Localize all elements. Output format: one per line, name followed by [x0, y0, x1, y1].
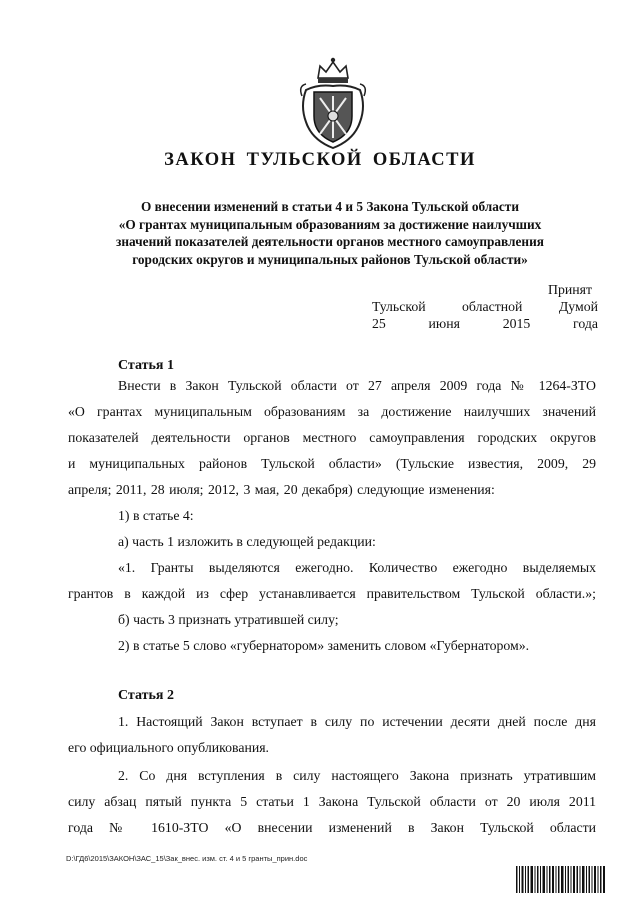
adoption-word: июня — [428, 316, 460, 331]
article-2-line: года № 1610-ЗТО «О внесении изменений в Закон Тульской области — [68, 820, 596, 835]
adoption-word: Думой — [558, 299, 598, 314]
article-2-line: 2. Со дня вступления в силу настоящего Закона признать утратившим — [118, 768, 596, 783]
barcode-icon — [516, 866, 606, 893]
adoption-word: 2015 — [502, 316, 531, 331]
article-2-heading: Статья 2 — [118, 688, 174, 703]
subtitle-line: городских округов и муниципальных районов Тульской области» — [132, 251, 528, 267]
adoption-line-2 — [372, 299, 598, 315]
article-2-line: его официального опубликования. — [68, 740, 270, 755]
article-1-line: и муниципальных районов Тульской области» (Тульские известия, 2009, 29 — [68, 456, 596, 471]
article-2-line: силу абзац пятый пункта 5 статьи 1 Закона Тульской области от 20 июля 2011 — [68, 794, 596, 809]
article-1-line: а) часть 1 изложить в следующей редакции: — [118, 534, 376, 549]
adoption-line-3 — [372, 316, 598, 332]
adoption-line-1: Принят — [548, 282, 593, 297]
article-1-line: 1) в статье 4: — [118, 508, 194, 523]
subtitle-line: О внесении изменений в статьи 4 и 5 Закона Тульской области — [140, 199, 520, 214]
law-subtitle — [60, 198, 600, 268]
article-1-line: показателей деятельности органов местного самоуправления городских округов — [68, 430, 596, 445]
article-1-line: «О грантах муниципальным образованиям за достижение наилучших значений — [68, 404, 596, 419]
article-1-line: апреля; 2011, 28 июля; 2012, 3 мая, 20 декабря) следующие изменения: — [68, 482, 495, 497]
file-path-footer: D:\ГД6\2015\ЗАКОН\ЗАС_15\Зак_внес. изм. ст. 4 и 5 гранты_прин.doc — [66, 854, 308, 863]
article-1-line: грантов в каждой из сфер устанавливается правительством Тульской области.»; — [68, 586, 596, 601]
subtitle-line: «О грантах муниципальным образованиям за достижение наилучших — [118, 216, 542, 232]
adoption-word: областной — [462, 299, 523, 314]
article-2-line: 1. Настоящий Закон вступает в силу по истечении десяти дней после дня — [118, 714, 596, 729]
adoption-word: года — [573, 316, 598, 331]
article-1-line: Внести в Закон Тульской области от 27 апреля 2009 года № 1264-ЗТО — [118, 378, 596, 393]
article-1-line: б) часть 3 признать утратившей силу; — [118, 612, 339, 627]
article-1-heading: Статья 1 — [118, 358, 174, 373]
adoption-word: Тульской — [372, 299, 426, 314]
tula-coat-of-arms-icon — [298, 56, 368, 152]
article-1-line: 2) в статье 5 слово «губернатором» заменить словом «Губернатором». — [118, 638, 530, 653]
article-1-line: «1. Гранты выделяются ежегодно. Количество ежегодно выделяемых — [118, 560, 596, 575]
subtitle-line: значений показателей деятельности органов местного самоуправления — [116, 234, 544, 249]
adoption-word: 25 — [372, 316, 386, 331]
law-title: ЗАКОН ТУЛЬСКОЙ ОБЛАСТИ — [164, 150, 476, 170]
